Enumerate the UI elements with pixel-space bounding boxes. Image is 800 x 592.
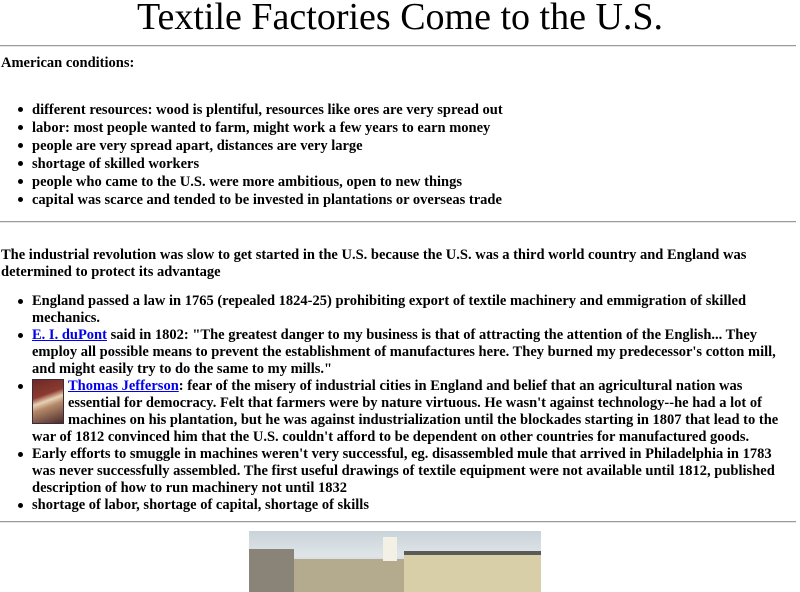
divider: [0, 45, 796, 47]
conditions-list: [0, 101, 800, 209]
list-item: [0, 327, 800, 378]
list-item: capital was scarce and tended to be invested in plantations or overseas trade: [0, 191, 800, 209]
list-item: labor: most people wanted to farm, might work a few years to earn money: [0, 119, 800, 137]
jefferson-portrait: [32, 379, 64, 424]
divider: [0, 221, 796, 223]
revolution-list: [0, 293, 800, 514]
list-item: shortage of skilled workers: [0, 155, 800, 173]
jefferson-link[interactable]: Thomas Jefferson: [68, 378, 179, 394]
list-item: people are very spread apart, distances are very large: [0, 137, 800, 155]
divider: [0, 521, 796, 523]
list-item: people who came to the U.S. were more ambitious, open to new things: [0, 173, 800, 191]
list-item: Early efforts to smuggle in machines weren't very successful, eg. disassembled mule that arrived in Philadelphia in 1783 was never successfully assembled. The first useful drawings of textile equipment were not available until 1812, published description of how to run machinery not until 1832: [0, 446, 800, 497]
conditions-heading: American conditions:: [1, 55, 135, 71]
list-item: [0, 378, 800, 446]
list-item: England passed a law in 1765 (repealed 1824-25) prohibiting export of textile machinery and emmigration of skilled mechanics.: [0, 293, 800, 327]
revolution-intro: The industrial revolution was slow to get started in the U.S. because the U.S. was a third world country and England was determined to protect its advantage: [1, 247, 747, 280]
list-item: different resources: wood is plentiful, resources like ores are very spread out: [0, 101, 800, 119]
page-title: Textile Factories Come to the U.S.: [136, 0, 664, 38]
list-item: shortage of labor, shortage of capital, shortage of skills: [0, 497, 800, 514]
dupont-link[interactable]: E. I. duPont: [32, 327, 107, 343]
textile-mill-photo: [249, 531, 541, 592]
dupont-quote: said in 1802: "The greatest danger to my business is that of attracting the attention of the English... They employ all possible means to prevent the establishment of manufactures here. They burned my predecessor's cotton mill, and might easily try to do the same to my mills.": [32, 327, 776, 377]
jefferson-text: : fear of the misery of industrial cities in England and belief that an agricultural nation was essential for democracy. Felt that farmers were by nature virtuous. He wasn't against technology--he had a lot of machines on his plantation, but he was against industrialization until the blockades starting in 1807 that lead to the war of 1812 convinced him that the U.S. couldn't afford to be dependent on other countries for manufactured goods.: [32, 378, 779, 445]
